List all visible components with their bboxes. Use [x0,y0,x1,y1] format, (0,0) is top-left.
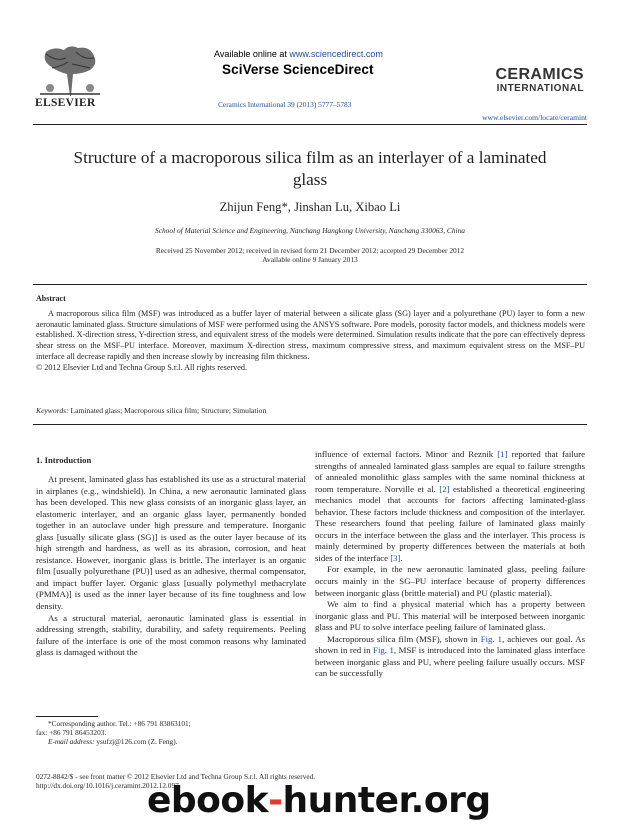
paragraph [315,449,585,564]
fax-number: fax: +86 791 86453203. [36,728,107,738]
watermark [147,780,491,821]
text-run: , achieves our goal. As shown in red in [315,633,585,656]
paragraph: As a structural material, aeronautic laminated glass is essential in addressing strength, stability, durability, and safety requirements. Peeling failure of the interface is one of the most common reasons why laminated glass is damaged without the [36,612,306,658]
citation-link[interactable]: [2] [439,483,450,494]
email-label: E-mail address: [48,737,95,747]
watermark-right: hunter.org [282,780,491,821]
journal-logo-line1: CERAMICS [495,66,584,83]
footnote-rule [36,716,98,717]
journal-reference[interactable]: Ceramics International 39 (2013) 5777–5783 [218,100,352,109]
paragraph: We aim to find a physical material which has a property between inorganic glass and PU. This material will be interposed between inorganic glass and PU to solve interface peeling failure of laminated glass. [315,599,585,633]
left-column [36,474,306,659]
paragraph [315,634,585,680]
abstract-copyright: © 2012 Elsevier Ltd and Techna Group S.r.l. All rights reserved. [36,362,248,372]
keywords-text: Laminated glass; Macroporous silica film; Structure; Simulation [68,406,267,415]
header-rule [33,124,587,125]
email-line [36,737,306,746]
paragraph: For example, in the new aeronautic laminated glass, peeling failure occurs mainly in the SG–PU interface because of property differences between inorganic glass (brittle material) and PU (plastic material). [315,564,585,598]
sciverse-brand: SciVerse ScienceDirect [222,62,374,77]
doi-link[interactable]: http://dx.doi.org/10.1016/j.ceramint.2012.12.097 [36,781,179,790]
paragraph: At present, laminated glass has established its use as a structural material in airplanes (e.g., windshield). In China, a new aeronautic laminated glass has been developed. This new glass consists of an inorganic glass layer, an elastomeric interlayer, and an organic glass layer, permanently bonded together in an autoclave under high pressure and temperature. Inorganic glass [usually silicate glass (SG)] is used as the outer layer because of its high strength and hardness, as well as its abrasion, corrosion, and heat resistance. However, inorganic glass is brittle. The interlayer is an organic film [usually polyurethane (PU)] used as an adhesive, thermal compensator, and impact buffer layer. Organic glass [usually polymethyl methacrylate (PMMA)] is used as the inner layer because of its fine toughness and low density. [36,474,306,612]
email-address[interactable]: ysufzj@126.com (Z. Feng). [94,737,178,747]
issn-line: 0272-8842/$ - see front matter © 2012 Elsevier Ltd and Techna Group S.r.l. All rights reserved. [36,772,316,781]
received-dates: Received 25 November 2012; received in revised form 21 December 2012; accepted 29 December 2012 [155,246,465,255]
elsevier-tree-logo [36,44,104,98]
article-authors: Zhijun Feng*, Jinshan Lu, Xibao Li [219,200,401,214]
journal-logo [495,66,584,94]
article-dates [60,246,560,264]
abstract-bottom-rule [33,424,587,425]
sciencedirect-link[interactable]: www.sciencedirect.com [289,49,383,59]
text-run: reported that failure strengths of annealed laminated glass samples are equal to failure strengths of annealed monolithic glass samples with the same nominal thickness at room temperature. Norville et al. [315,449,585,494]
publisher-name: ELSEVIER [35,97,96,109]
citation-link[interactable]: [1] [497,449,508,459]
abstract-top-rule [33,284,587,285]
abstract-body [36,309,585,373]
watermark-left: ebook [147,780,269,821]
keywords-label: Keywords: [36,406,69,415]
footnote [36,719,306,747]
available-online-line [214,49,383,59]
citation-link[interactable]: [3] [390,552,401,563]
text-run: , MSF is introduced into the laminated glass interface between inorganic glass and PU, where peeling failure usually occurs. MSF can be successfully [315,645,585,679]
article-title: Structure of a macroporous silica film as an interlayer of a laminated glass [73,148,547,189]
text-run: influence of external factors. Minor and Reznik [315,449,498,459]
available-prefix: Available online at [214,49,290,59]
text-run: . [400,552,403,563]
figure-link[interactable]: Fig. 1 [480,633,503,644]
journal-logo-line2: INTERNATIONAL [496,83,584,94]
abstract-text: A macroporous silica film (MSF) was introduced as a buffer layer of material between a silicate glass (SG) layer and a polyurethane (PU) layer to form a new aeronautic laminated glass. Structure simulations of MSF were performed using the ANSYS software. Pore models, porosity factor models, and thickness models were established. X-direction stress, Y-direction stress, and equivalent stress of the models were determined. Simulation results indicate that the pore can effectively depress shear stress on the MSF–PU interface. Moreover, maximum X-direction stress, maximum compressive stress, and maximum equivalent stress on the MSF–PU interface all decrease rapidly and then increase slowly by increasing film thickness. [36,309,585,361]
online-date: Available online 9 January 2013 [262,255,358,264]
abstract-heading: Abstract [36,294,66,303]
text-run: established a theoretical engineering mechanics model that accounts for factors affecting laminated-glass behavior. These factors include thickness and composition of the interlayer. These researchers found that peeling failure of laminated glass mainly occurs in the interface between the glass and the interlayer. This process is mainly determined by property differences between the materials at both sides of the interface [315,483,585,563]
text-run: Macroporous silica film (MSF), shown in [327,633,481,644]
keywords-line [36,406,266,415]
section-heading-introduction: 1. Introduction [36,455,92,465]
journal-url-link[interactable]: www.elsevier.com/locate/ceramint [482,113,587,122]
author-affiliation: School of Material Science and Engineering, Nanchang Hangkong University, Nanchang 330063, China [155,226,465,235]
watermark-dash: - [268,780,283,821]
right-column [315,449,585,680]
figure-link[interactable]: Fig. 1 [373,645,394,656]
corresponding-author: *Corresponding author. Tel.: +86 791 83863101; [48,719,191,728]
